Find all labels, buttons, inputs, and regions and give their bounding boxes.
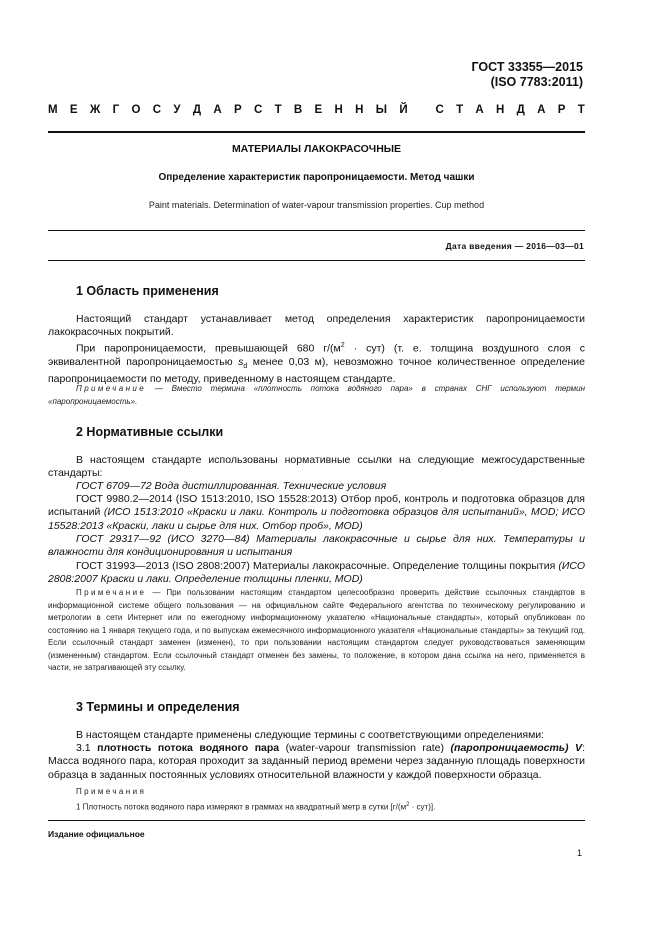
banner-letter: Е <box>69 104 78 116</box>
banner-letter: Н <box>334 104 343 116</box>
iso-number: (ISO 7783:2011) <box>490 75 583 89</box>
gost-number: ГОСТ 33355—2015 <box>471 60 583 74</box>
banner-letter: Н <box>496 104 505 116</box>
banner-letter: Р <box>233 104 242 116</box>
banner-letter: С <box>435 104 444 116</box>
banner-letter: В <box>293 104 303 116</box>
title-rule <box>48 230 585 231</box>
reference-text: ГОСТ 31993—2013 (ISO 2808:2007) Материалы лакокрасочные. Определение толщины покрытия <box>76 560 559 572</box>
paragraph-text: менее 0,03 м), невозможно точное количественное определение паропроницаемости по методу, приведенному в настоящем стандарте. <box>48 355 585 386</box>
document-title: МАТЕРИАЛЫ ЛАКОКРАСОЧНЫЕ <box>231 143 402 155</box>
footer-rule <box>48 820 585 821</box>
effective-date: Дата введения — 2016—03—01 <box>445 241 584 251</box>
banner-letter: Ы <box>375 104 388 116</box>
term-english: (water-vapour transmission rate) <box>279 742 451 754</box>
section-2-heading: 2 Нормативные ссылки <box>76 425 224 439</box>
english-title: Paint materials. Determination of water-vapour transmission properties. Cup method <box>148 200 485 210</box>
section-1-paragraph-1 <box>48 313 585 340</box>
header-rule <box>48 131 585 133</box>
term-3-1 <box>48 742 585 782</box>
reference-gost-6709: ГОСТ 6709—72 Вода дистиллированная. Технические условия <box>76 480 387 492</box>
reference-gost-31993 <box>48 560 585 587</box>
banner-letter: М <box>48 104 58 116</box>
standard-code <box>471 60 583 90</box>
banner-letter: О <box>131 104 141 116</box>
note-label: Примечания <box>76 787 147 796</box>
symbol: s <box>238 355 244 368</box>
banner-letter: А <box>475 104 484 116</box>
official-edition-label: Издание официальное <box>48 829 145 839</box>
banner-letter: А <box>537 104 546 116</box>
section-3-heading: 3 Термины и определения <box>76 700 240 714</box>
superscript: 2 <box>406 802 410 808</box>
section-3-notes-label <box>48 786 585 799</box>
banner-letter: Т <box>456 104 464 116</box>
section-3-note-1 <box>48 799 585 814</box>
banner-letter: Н <box>355 104 364 116</box>
section-2-intro: В настоящем стандарте использованы нормативные ссылки на следующие межгосударственные стандарты: <box>48 454 585 480</box>
banner-letter: Е <box>314 104 323 116</box>
banner-letter: С <box>152 104 162 116</box>
term-number: 3.1 <box>76 742 98 754</box>
paragraph-text: Настоящий стандарт устанавливает метод определения характеристик паропроницаемости <box>76 313 585 325</box>
reference-gost-9980 <box>48 493 585 533</box>
banner-letter: А <box>213 104 222 116</box>
subscript: d <box>243 362 248 370</box>
banner-letter: Р <box>557 104 566 116</box>
section-1-note <box>48 383 585 408</box>
banner-gap <box>420 104 423 116</box>
page-number: 1 <box>576 848 582 858</box>
note-text: — Вместо термина «плотность потока водяного пара» в странах СНГ используют термин «паропроницаемость». <box>48 384 585 406</box>
reference-italic: ГОСТ 29317—92 (ИСО 3270—84) <box>76 533 257 545</box>
paragraph-text: При паропроницаемости, превышающей 680 г/(м <box>76 342 341 355</box>
date-rule <box>48 260 585 261</box>
superscript: 2 <box>340 342 345 349</box>
term-name: плотность потока водяного пара <box>97 742 280 754</box>
banner-letter: Г <box>112 104 120 116</box>
banner-letter: С <box>253 104 263 116</box>
reference-italic: (ИСО 2808:2007 Краски и лаки. Определение толщины пленки, MOD) <box>48 560 585 586</box>
section-1-heading: 1 Область применения <box>76 284 219 298</box>
reference-gost-29317 <box>48 533 585 560</box>
banner-letter: У <box>173 104 181 116</box>
paragraph-text: лакокрасочных покрытий. <box>48 326 174 339</box>
banner-letter: Д <box>516 104 525 116</box>
paragraph-text: · сут) (т. е. толщина воздушного слоя с эквивалентной паропроницаемостью <box>48 342 585 368</box>
reference-italic: (ИСО 1513:2010 «Краски и лаки. Контроль и подготовка образцов для испытаний», MOD; ИСО 15528:2013 «Краски, лаки и сырье для них. Отбор проб», MOD) <box>48 506 585 532</box>
term-definition: : Масса водяного пара, которая проходит за заданный период времени через заданную площадь поверхности образца в заданных постоянных условиях относительной влажности у каждой поверхности образца. <box>48 742 585 781</box>
term-synonym: (паропроницаемость) V <box>450 742 583 754</box>
banner-letter: Ж <box>89 104 101 116</box>
section-3-intro: В настоящем стандарте применены следующие термины с соответствующими определениями: <box>76 729 545 741</box>
note-text: 1 Плотность потока водяного пара измеряют в граммах на квадратный метр в сутки [г/(м <box>76 802 407 812</box>
note-label: Примечание <box>76 588 147 597</box>
banner-letter: Й <box>399 104 408 116</box>
section-2-note <box>48 587 585 675</box>
reference-text: ГОСТ 9980.2—2014 (ISO 1513:2010, ISO 15528:2013) Отбор проб, контроль и подготовка образцов для испытаний <box>48 493 585 519</box>
interstate-standard-banner <box>48 104 585 116</box>
document-subtitle: Определение характеристик паропроницаемости. Метод чашки <box>158 172 475 183</box>
banner-letter: Т <box>274 104 282 116</box>
note-text: · сут)]. <box>409 802 436 812</box>
banner-letter: Т <box>577 104 585 116</box>
section-1-paragraph-2 <box>48 339 585 386</box>
note-label: Примечание <box>76 384 147 393</box>
banner-letter: Д <box>192 104 202 116</box>
note-text: — При пользовании настоящим стандартом целесообразно проверить действие ссылочных стандартов в информационной системе общего пользования — на официальном сайте Федерального агентства по техническому регулированию и метрологии в сети Интернет или по ежегодному информационному указателю «Национальные стандарты», который опубликован по состоянию на 1 января текущего года, и по выпускам ежемесячного информационного указателя «Национальные стандарты» за текущий год. Если ссылочный стандарт заменен (изменен), то при пользовании настоящим стандартом следует руководствоваться заменяющим (измененным) стандартом. Если ссылочный стандарт отменен без замены, то положение, в котором дана ссылка на него, применяется в части, не затрагивающей эту ссылку. <box>48 588 585 672</box>
reference-italic: Материалы лакокрасочные и сырье для них. Температуры и влажности для кондиционирования и испытания <box>48 533 585 559</box>
